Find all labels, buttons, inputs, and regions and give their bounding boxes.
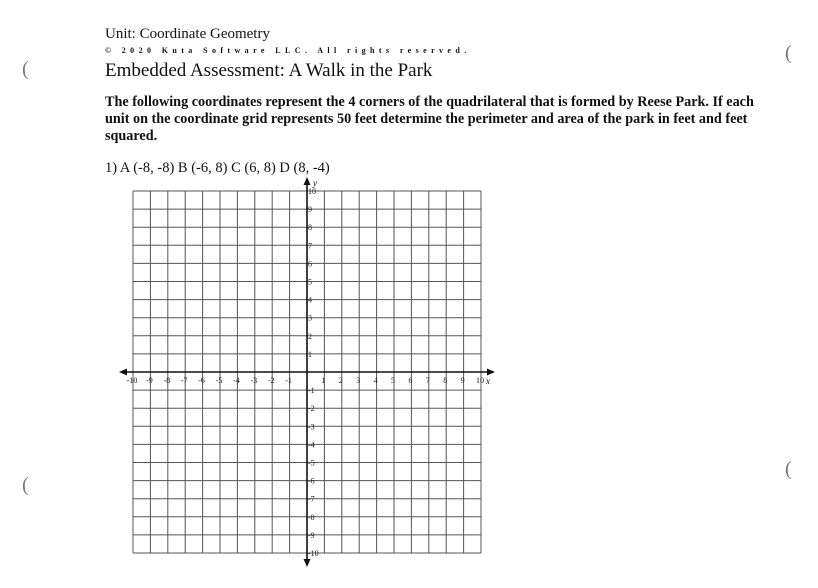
x-axis-arrow-left [119, 369, 127, 376]
x-tick-label: -8 [163, 376, 171, 385]
y-tick-label: 7 [308, 241, 312, 251]
x-tick-label: -3 [250, 376, 258, 385]
y-tick-label: -4 [308, 440, 315, 450]
y-tick-label: -8 [308, 512, 315, 522]
y-axis-arrow-down [304, 559, 311, 567]
x-tick-label: -7 [180, 376, 188, 385]
assessment-title: Embedded Assessment: A Walk in the Park [105, 60, 433, 81]
x-axis-label: x [486, 376, 490, 386]
y-tick-label: -1 [308, 386, 315, 396]
y-tick-label: -2 [308, 404, 315, 414]
x-tick-label: 7 [425, 376, 430, 385]
y-tick-label: 9 [308, 205, 312, 215]
y-tick-label: 10 [308, 187, 316, 196]
x-tick-label: 10 [476, 376, 484, 385]
x-tick-label: 3 [356, 376, 361, 385]
x-tick-label: -4 [233, 376, 240, 385]
y-tick-label: 8 [308, 223, 312, 233]
copyright-notice: © 2020 Kuta Software LLC. All rights reserved. [105, 46, 471, 55]
margin-mark-bottom-left: ( [22, 474, 29, 496]
instructions-text: The following coordinates represent the 4 corners of the quadrilateral that is formed by Reese Park. If each unit on the coordinate grid represents 50 feet determine the perimeter and area of the park in feet and feet squared. [105, 94, 754, 144]
margin-mark-bottom-right: ( [785, 458, 792, 480]
y-tick-label: -10 [308, 549, 319, 558]
y-tick-label: -6 [308, 476, 315, 486]
y-tick-label: 5 [308, 277, 312, 287]
x-tick-label: 1 [321, 376, 326, 385]
x-axis-arrow-right [487, 369, 495, 376]
x-tick-label: 8 [443, 376, 448, 385]
y-tick-label: 4 [308, 295, 312, 305]
problem-points: A (-8, -8) B (-6, 8) C (6, 8) D (8, -4) [119, 160, 330, 176]
y-tick-label: -9 [308, 530, 315, 540]
x-tick-label: -9 [146, 376, 153, 385]
x-tick-label: -10 [126, 376, 138, 385]
y-tick-label: 3 [308, 313, 312, 323]
x-tick-label: -6 [198, 376, 205, 385]
y-axis-arrow-up [304, 177, 311, 185]
y-tick-label: 2 [308, 331, 312, 341]
x-tick-label: 2 [338, 376, 343, 385]
x-tick-label: -5 [215, 376, 223, 385]
x-tick-label: -2 [267, 376, 275, 385]
y-tick-label: 1 [308, 349, 312, 359]
y-tick-label: -3 [308, 422, 315, 432]
margin-mark-top-right: ( [785, 42, 792, 64]
problem-number: 1) [105, 160, 118, 176]
x-tick-label: 4 [373, 376, 378, 385]
y-tick-label: -7 [308, 494, 315, 504]
y-axis-label: y [313, 178, 317, 188]
y-tick-label: 6 [308, 259, 312, 269]
unit-heading: Unit: Coordinate Geometry [105, 26, 270, 42]
x-tick-label: 6 [408, 376, 413, 385]
x-tick-label: 5 [391, 376, 395, 385]
y-tick-label: -5 [308, 458, 315, 468]
x-tick-label: 9 [460, 376, 465, 385]
x-tick-label: -1 [285, 376, 292, 385]
margin-mark-top-left: ( [22, 58, 29, 80]
